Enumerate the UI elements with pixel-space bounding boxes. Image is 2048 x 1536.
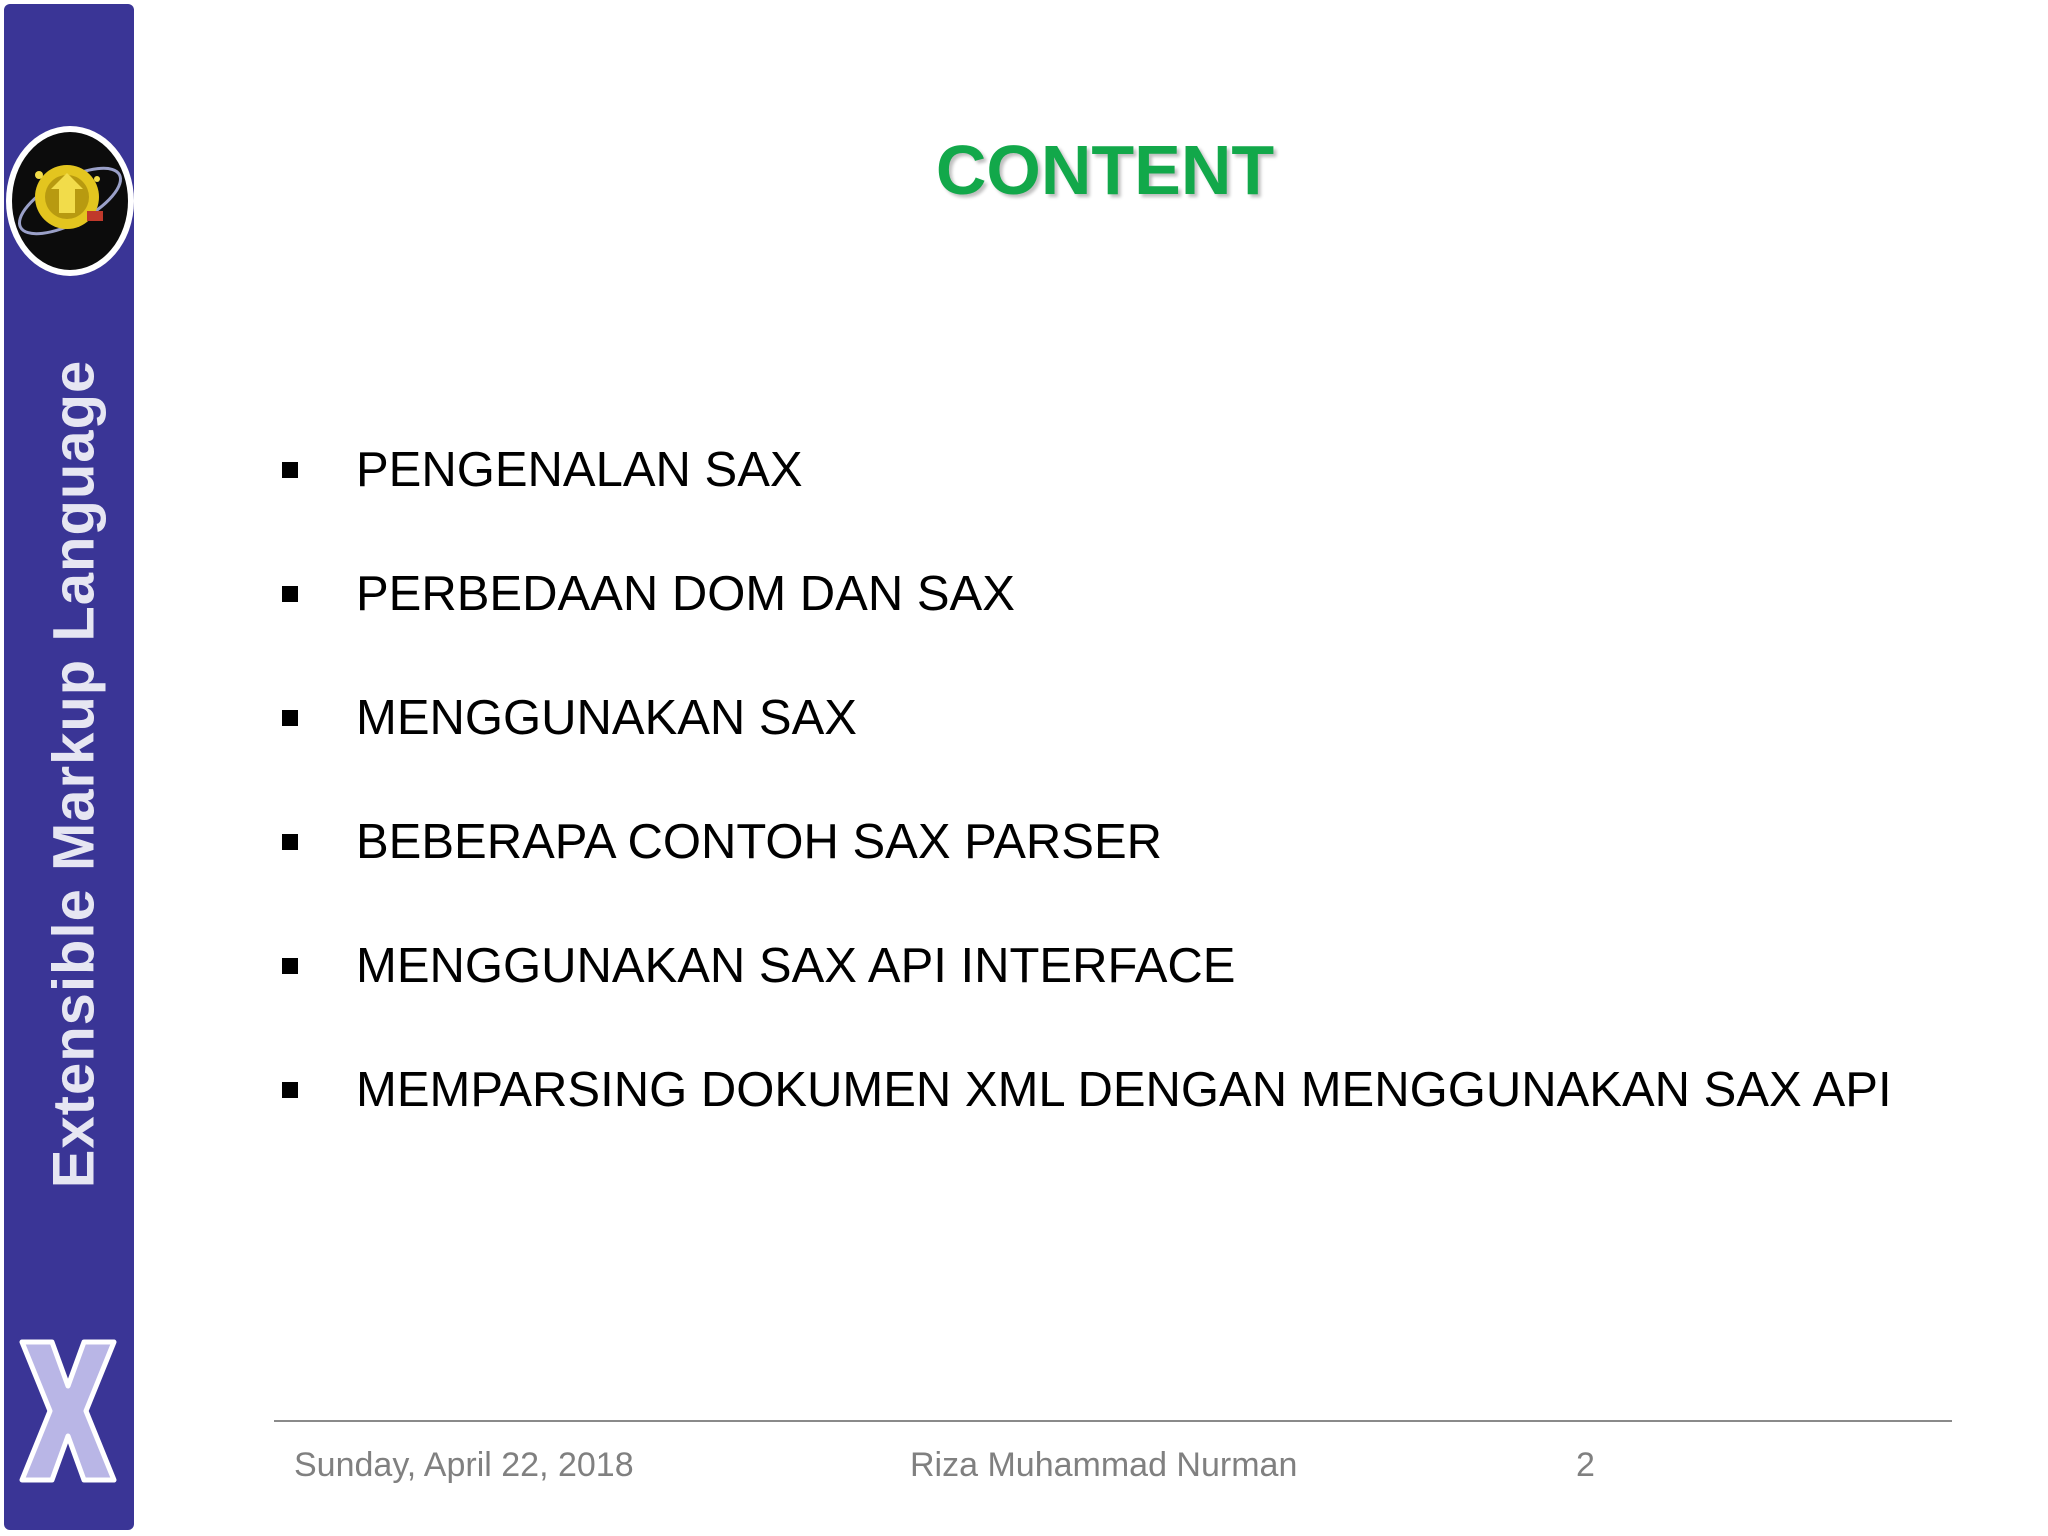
sidebar: [4, 4, 134, 1530]
list-item: [280, 532, 1980, 656]
footer-page-number: 2: [1576, 1446, 1595, 1484]
list-item: [280, 780, 1980, 904]
square-bullet-icon: [282, 710, 298, 726]
square-bullet-icon: [282, 462, 298, 478]
list-item-label: BEBERAPA CONTOH SAX PARSER: [356, 815, 1163, 869]
footer-author: Riza Muhammad Nurman: [910, 1446, 1298, 1484]
x-letter-icon: [18, 1336, 118, 1486]
list-item: [280, 904, 1980, 1028]
square-bullet-icon: [282, 586, 298, 602]
footer-date: Sunday, April 22, 2018: [294, 1446, 634, 1484]
list-item-label: PERBEDAAN DOM DAN SAX: [356, 567, 1015, 621]
slide-title: CONTENT: [935, 131, 1275, 209]
list-item-label: MENGGUNAKAN SAX API INTERFACE: [356, 939, 1236, 993]
content-list: [280, 408, 1980, 1152]
list-item: [280, 656, 1980, 780]
list-item-label: MENGGUNAKAN SAX: [356, 691, 857, 745]
list-item: [280, 408, 1980, 532]
square-bullet-icon: [282, 834, 298, 850]
square-bullet-icon: [282, 958, 298, 974]
list-item: [280, 1028, 1980, 1152]
square-bullet-icon: [282, 1082, 298, 1098]
list-item-label: MEMPARSING DOKUMEN XML DENGAN MENGGUNAKAN SAX API: [356, 1063, 1892, 1117]
list-item-label: PENGENALAN SAX: [356, 443, 803, 497]
sidebar-vertical-title: Extensible Markup Language: [41, 359, 107, 1189]
footer-divider: [274, 1420, 1952, 1422]
